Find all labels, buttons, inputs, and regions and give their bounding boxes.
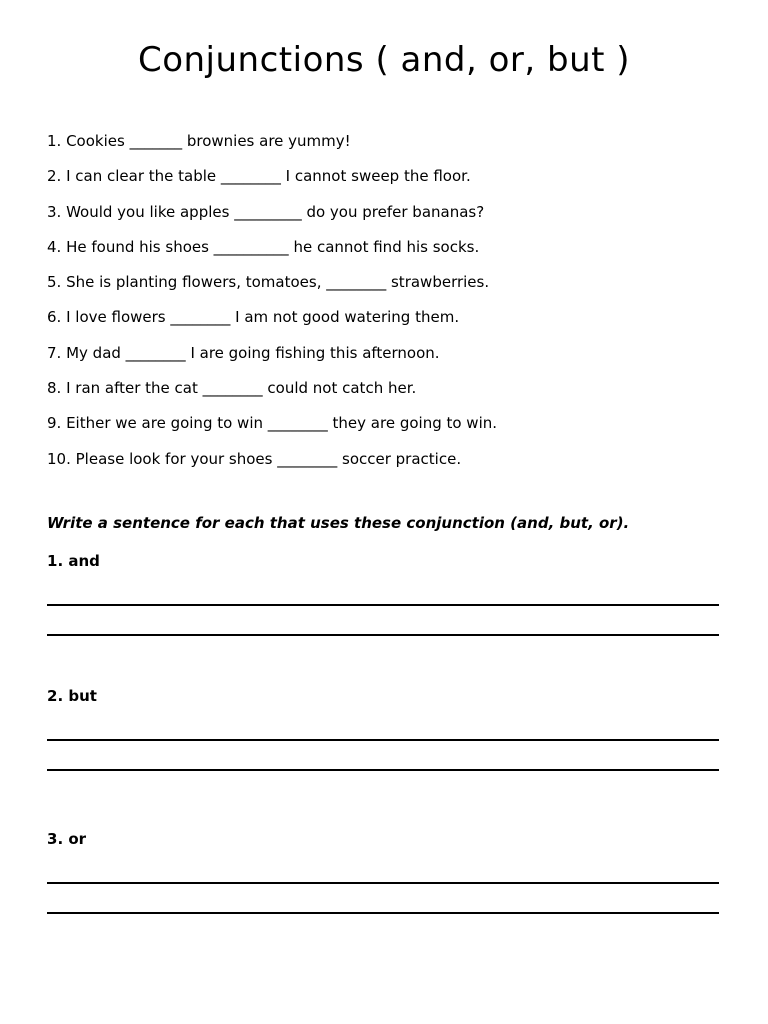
instruction-text: Write a sentence for each that uses these conjunction (and, but, or).: [47, 514, 630, 532]
question-5: 5. She is planting flowers, tomatoes, ________ strawberries.: [47, 273, 490, 292]
section-label: 3. or: [47, 830, 87, 848]
answer-line[interactable]: [47, 769, 719, 771]
section-word: and: [68, 552, 100, 570]
question-1: 1. Cookies _______ brownies are yummy!: [47, 132, 351, 150]
question-2: 2. I can clear the table ________ I cannot sweep the floor.: [47, 167, 471, 186]
section-word: but: [68, 687, 97, 705]
question-8: 8. I ran after the cat ________ could not catch her.: [47, 379, 417, 398]
question-list: [47, 128, 497, 481]
answer-line[interactable]: [47, 912, 719, 914]
section-but: [47, 684, 719, 779]
answer-line[interactable]: [47, 604, 719, 606]
question-7: 7. My dad ________ I are going fishing this afternoon.: [47, 343, 440, 362]
section-number: 3: [47, 830, 58, 848]
section-or: [47, 827, 719, 922]
section-number: 1: [47, 552, 58, 570]
question-3: 3. Would you like apples _________ do you prefer bananas?: [47, 202, 485, 221]
answer-line[interactable]: [47, 634, 719, 636]
question-10: 10. Please look for your shoes ________ soccer practice.: [47, 449, 462, 468]
section-and: [47, 549, 719, 644]
section-number: 2: [47, 687, 58, 705]
answer-line[interactable]: [47, 739, 719, 741]
answer-line[interactable]: [47, 882, 719, 884]
question-9: 9. Either we are going to win ________ they are going to win.: [47, 414, 498, 433]
section-label: 2. but: [47, 687, 97, 705]
section-label: 1. and: [47, 552, 100, 570]
question-6: 6. I love flowers ________ I am not good watering them.: [47, 308, 460, 327]
question-4: 4. He found his shoes __________ he cannot find his socks.: [47, 237, 480, 256]
worksheet-title: Conjunctions ( and, or, but ): [137, 40, 631, 80]
section-word: or: [68, 830, 87, 848]
